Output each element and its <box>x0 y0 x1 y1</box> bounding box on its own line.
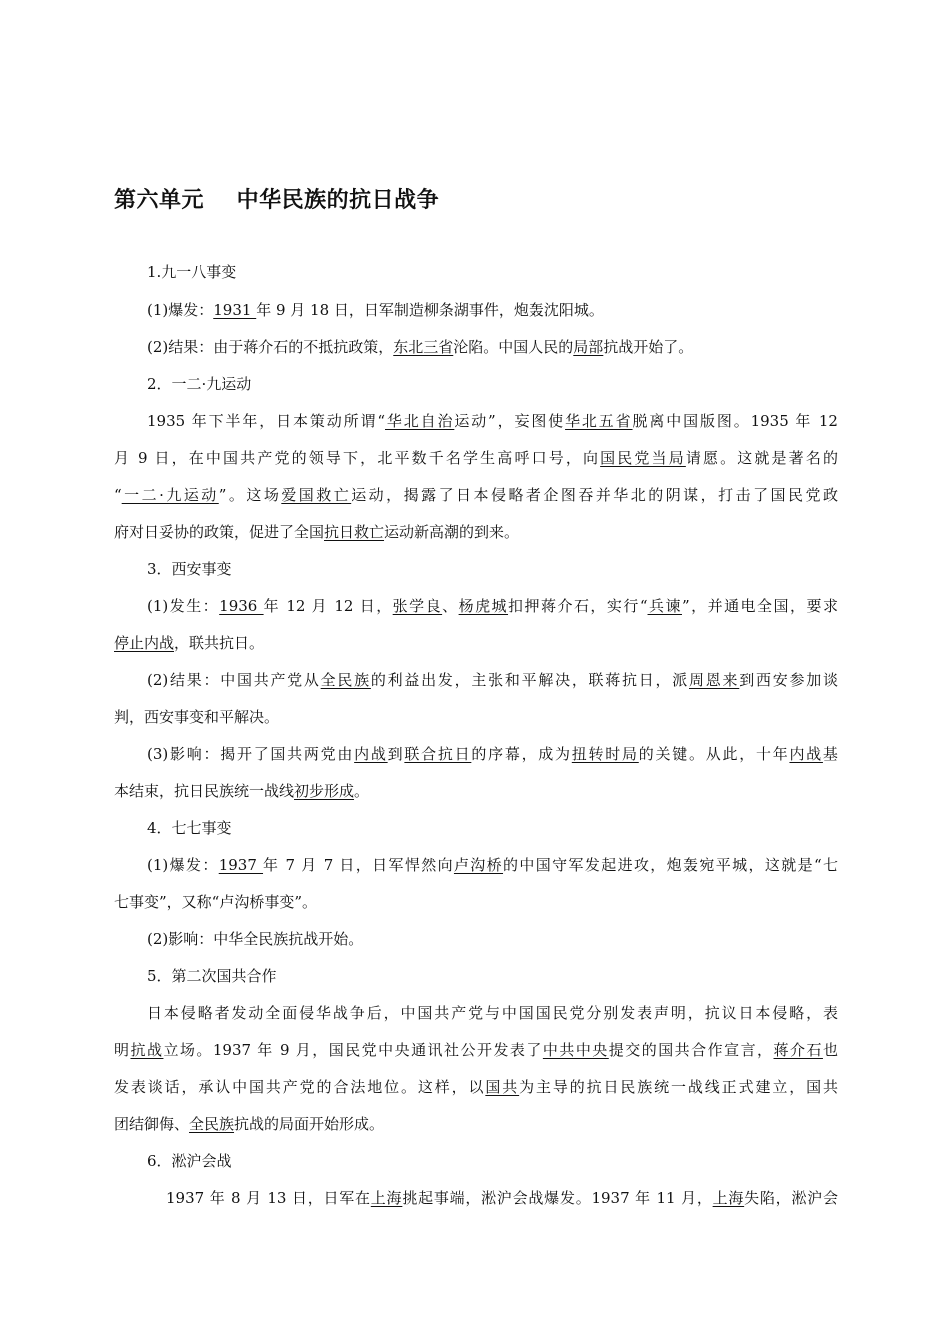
underlined-keyword: 扭转时局 <box>571 745 639 763</box>
text-segment: 运动”，妄图使 <box>454 412 566 430</box>
underlined-keyword: 内战 <box>354 745 388 763</box>
text-segment: 。 <box>354 782 370 800</box>
text-line <box>147 1151 838 1171</box>
text-segment: 4．七七事变 <box>147 819 232 837</box>
underlined-keyword: 一二·九运动 <box>121 486 219 504</box>
text-segment: (2)影响：中华全民族抗战开始。 <box>147 930 364 948</box>
text-line <box>114 1077 838 1097</box>
text-segment: 年 9 月 18 日，日军制造柳条湖事件，炮轰沈阳城。 <box>256 301 604 319</box>
text-segment: 抗战的局面开始形成。 <box>234 1115 385 1133</box>
text-line <box>147 262 838 282</box>
text-segment: ”。这场 <box>218 486 282 504</box>
underlined-keyword: 上海 <box>712 1189 745 1207</box>
text-segment: 脱离中国版图。1935 年 12 <box>632 412 838 430</box>
text-line <box>147 855 838 875</box>
text-segment: 七事变”，又称“卢沟桥事变”。 <box>114 893 318 911</box>
text-segment: 1935 年下半年，日本策动所谓“ <box>147 412 385 430</box>
text-segment: 日本侵略者发动全面侵华战争后，中国共产党与中国国民党分别发表声明，抗议日本侵略，表 <box>147 1004 838 1022</box>
unit-title: 第六单元 中华民族的抗日战争 <box>114 188 440 213</box>
underlined-keyword: 国民党当局 <box>600 449 686 467</box>
text-segment: 1937 年 8 月 13 日，日军在 <box>166 1189 371 1207</box>
text-line <box>114 448 838 468</box>
underlined-keyword: 1931 <box>213 301 257 319</box>
text-segment: 请愿。这就是著名的 <box>685 449 838 467</box>
text-segment: 的中国守军发起进攻，炮轰宛平城，这就是“七 <box>503 856 838 874</box>
text-segment: ”，并通电全国，要求 <box>681 597 838 615</box>
text-segment: 月 9 日，在中国共产党的领导下，北平数千名学生高呼口号，向 <box>114 449 601 467</box>
underlined-keyword: 全民族 <box>320 671 371 689</box>
text-line <box>147 818 838 838</box>
text-segment: “ <box>114 486 122 504</box>
text-segment: 的序幕，成为 <box>471 745 572 763</box>
underlined-keyword: 1936 <box>219 597 264 615</box>
text-line <box>114 781 838 801</box>
text-segment: 、 <box>442 597 459 615</box>
text-line <box>147 744 838 764</box>
text-segment: (1)发生： <box>147 597 220 615</box>
underlined-keyword: 停止内战 <box>114 634 175 652</box>
text-line <box>114 707 838 727</box>
text-segment: 的关键。从此，十年 <box>638 745 790 763</box>
text-line <box>147 596 838 616</box>
text-segment: (1)爆发： <box>147 856 219 874</box>
underlined-keyword: 联合抗日 <box>404 745 472 763</box>
text-segment: 判，西安事变和平解决。 <box>114 708 280 726</box>
text-segment: 提交的国共合作宣言， <box>608 1041 774 1059</box>
underlined-keyword: 东北三省 <box>393 338 454 356</box>
text-line <box>166 1188 838 1208</box>
underlined-keyword: 华北自治 <box>385 412 455 430</box>
text-segment: 发表谈话，承认中国共产党的合法地位。这样，以 <box>114 1078 486 1096</box>
text-segment: 年 7 月 7 日，日军悍然向 <box>263 856 454 874</box>
text-line <box>147 411 838 431</box>
text-segment: 府对日妥协的政策，促进了全国 <box>114 523 325 541</box>
text-segment: 为主导的抗日民族统一战线正式建立，国共 <box>519 1078 838 1096</box>
text-segment: ，联共抗日。 <box>174 634 265 652</box>
text-segment: 扣押蒋介石，实行“ <box>508 597 648 615</box>
text-line <box>114 1040 838 1060</box>
text-segment: (2)结果：中国共产党从 <box>147 671 321 689</box>
underlined-keyword: 杨虎城 <box>458 597 509 615</box>
text-segment: 到 <box>387 745 405 763</box>
text-segment: 运动新高潮的到来。 <box>384 523 520 541</box>
text-line <box>147 559 838 579</box>
text-segment: (2)结果：由于蒋介石的不抵抗政策， <box>147 338 394 356</box>
text-segment: 年 12 月 12 日， <box>263 597 393 615</box>
text-segment: 3．西安事变 <box>147 560 232 578</box>
underlined-keyword: 全民族 <box>189 1115 235 1133</box>
text-line <box>114 892 838 912</box>
text-line <box>114 522 838 542</box>
underlined-keyword: 爱国救亡 <box>281 486 352 504</box>
text-segment: 挑起事端，淞沪会战爆发。1937 年 11 月， <box>402 1189 713 1207</box>
underlined-keyword: 卢沟桥 <box>453 856 504 874</box>
text-segment: 6．淞沪会战 <box>147 1152 232 1170</box>
underlined-keyword: 周恩来 <box>689 671 740 689</box>
underlined-keyword: 兵谏 <box>647 597 682 615</box>
underlined-keyword: 抗战 <box>130 1041 164 1059</box>
text-segment: 的利益出发，主张和平解决，联蒋抗日，派 <box>370 671 690 689</box>
text-segment: 本结束，抗日民族统一战线 <box>114 782 295 800</box>
underlined-keyword: 蒋介石 <box>773 1041 823 1059</box>
text-segment: 失陷，淞沪会 <box>744 1189 838 1207</box>
text-line <box>147 374 838 394</box>
underlined-keyword: 国共 <box>485 1078 520 1096</box>
text-segment: 也 <box>822 1041 838 1059</box>
text-line <box>114 485 838 505</box>
text-line <box>147 1003 838 1023</box>
text-line <box>114 1114 838 1134</box>
text-line <box>114 633 838 653</box>
text-segment: 明 <box>114 1041 131 1059</box>
underlined-keyword: 华北五省 <box>565 412 633 430</box>
underlined-keyword: 上海 <box>370 1189 403 1207</box>
underlined-keyword: 中共中央 <box>542 1041 609 1059</box>
text-segment: (1)爆发： <box>147 301 214 319</box>
text-segment: 抗战开始了。 <box>603 338 694 356</box>
underlined-keyword: 内战 <box>789 745 823 763</box>
text-line <box>147 966 838 986</box>
underlined-keyword: 抗日救亡 <box>324 523 385 541</box>
text-line <box>147 929 838 949</box>
text-line <box>147 337 838 357</box>
text-line <box>147 670 838 690</box>
text-segment: 沦陷。中国人民的 <box>453 338 574 356</box>
text-segment: 5．第二次国共合作 <box>147 967 277 985</box>
text-segment: (3)影响：揭开了国共两党由 <box>147 745 355 763</box>
text-segment: 到西安参加谈 <box>739 671 838 689</box>
text-segment: 1.九一八事变 <box>147 263 237 281</box>
underlined-keyword: 初步形成 <box>294 782 355 800</box>
text-segment: 团结御侮、 <box>114 1115 190 1133</box>
text-segment: 基 <box>822 745 838 763</box>
underlined-keyword: 1937 <box>218 856 264 874</box>
text-segment: 2．一二·九运动 <box>147 375 252 393</box>
text-segment: 运动，揭露了日本侵略者企图吞并华北的阴谋，打击了国民党政 <box>351 486 838 504</box>
underlined-keyword: 张学良 <box>392 597 443 615</box>
text-segment: 立场。1937 年 9 月，国民党中央通讯社公开发表了 <box>163 1041 543 1059</box>
underlined-keyword: 局部 <box>573 338 604 356</box>
text-line <box>147 300 838 320</box>
